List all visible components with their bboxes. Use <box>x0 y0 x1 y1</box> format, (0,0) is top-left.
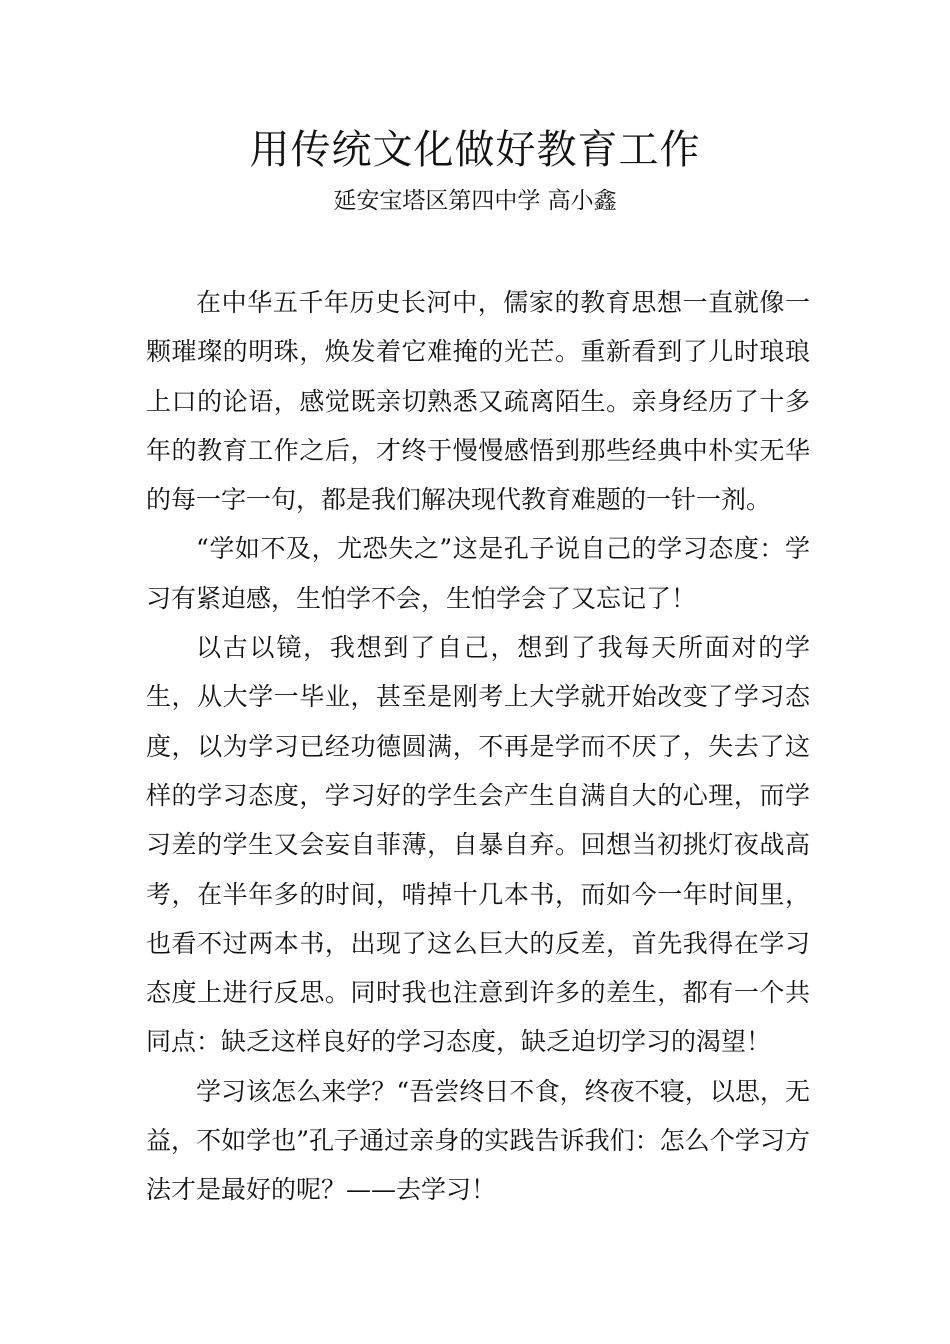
paragraph: “学如不及，尤恐失之”这是孔子说自己的学习态度：学习有紧迫感，生怕学不会，生怕学会了又忘记了！ <box>146 534 810 613</box>
author-line: 延安宝塔区第四中学 高小鑫 <box>333 188 617 214</box>
document-title: 用传统文化做好教育工作 <box>249 127 701 173</box>
paragraph: 学习该怎么来学？“吾尝终日不食，终夜不寝，以思，无益，不如学也”孔子通过亲身的实践告诉我们：怎么个学习方法才是最好的呢？——去学习！ <box>146 1076 810 1205</box>
document-body <box>146 278 810 1215</box>
paragraph: 在中华五千年历史长河中，儒家的教育思想一直就像一颗璀璨的明珠，焕发着它难掩的光芒。重新看到了儿时琅琅上口的论语，感觉既亲切熟悉又疏离陌生。亲身经历了十多年的教育工作之后，才终于慢慢感悟到那些经典中朴实无华的每一字一句，都是我们解决现代教育难题的一针一剂。 <box>146 288 810 515</box>
paragraph: 以古以镜，我想到了自己，想到了我每天所面对的学生，从大学一毕业，甚至是刚考上大学就开始改变了学习态度，以为学习已经功德圆满，不再是学而不厌了，失去了这样的学习态度，学习好的学生会产生自满自大的心理，而学习差的学生又会妄自菲薄，自暴自弃。回想当初挑灯夜战高考，在半年多的时间，啃掉十几本书，而如今一年时间里，也看不过两本书，出现了这么巨大的反差，首先我得在学习态度上进行反思。同时我也注意到许多的差生，都有一个共同点：缺乏这样良好的学习态度，缺乏迫切学习的渴望！ <box>146 633 810 1057</box>
